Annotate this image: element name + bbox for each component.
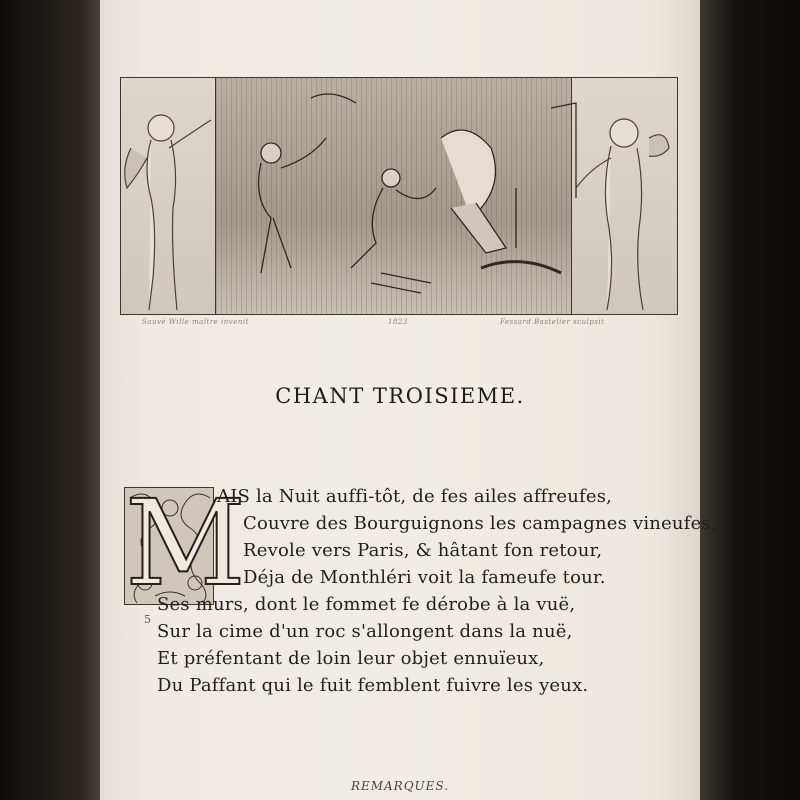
engraving-credit-middle: 1823 [388,318,408,326]
verse-line: Déja de Monthléri voit la fameufe tour. [243,567,606,588]
engraving-illustration [121,78,677,314]
cherub-left-figure [125,115,211,310]
engraving-credit-left: Sauvé Wille maître invenit [142,318,249,326]
verse-line: Sur la cime d'un roc s'allongent dans la nuë, [157,621,573,642]
verse-line: Ses murs, dont le fommet fe dérobe à la vuë, [157,594,576,615]
line-number: 5 [144,613,151,626]
remarks-heading: REMARQUES. [350,779,450,793]
decorated-initial [124,474,246,612]
verse-line: AIS la Nuit auffi-tôt, de fes ailes affreufes, [217,486,613,507]
engraving-credit-right: Fessard Bastelier sculpsit [500,318,605,326]
chapter-title: CHANT TROISIEME. [275,384,525,408]
engraving-plate [120,77,678,315]
book-page [100,0,717,800]
verse-line: Revole vers Paris, & hâtant fon retour, [243,540,603,561]
center-scene-figures [229,88,576,293]
book-edge-right [700,0,800,800]
verse-line: Couvre des Bourguignons les campagnes vineufes, [243,513,717,534]
book-gutter-left [0,0,100,800]
verse-line: Et préfentant de loin leur objet ennuïeux, [157,648,545,669]
verse-line: Du Paffant qui le fuit femblent fuivre les yeux. [157,675,589,696]
cherub-right-figure [576,119,669,310]
drop-cap-letter: M [125,474,246,612]
